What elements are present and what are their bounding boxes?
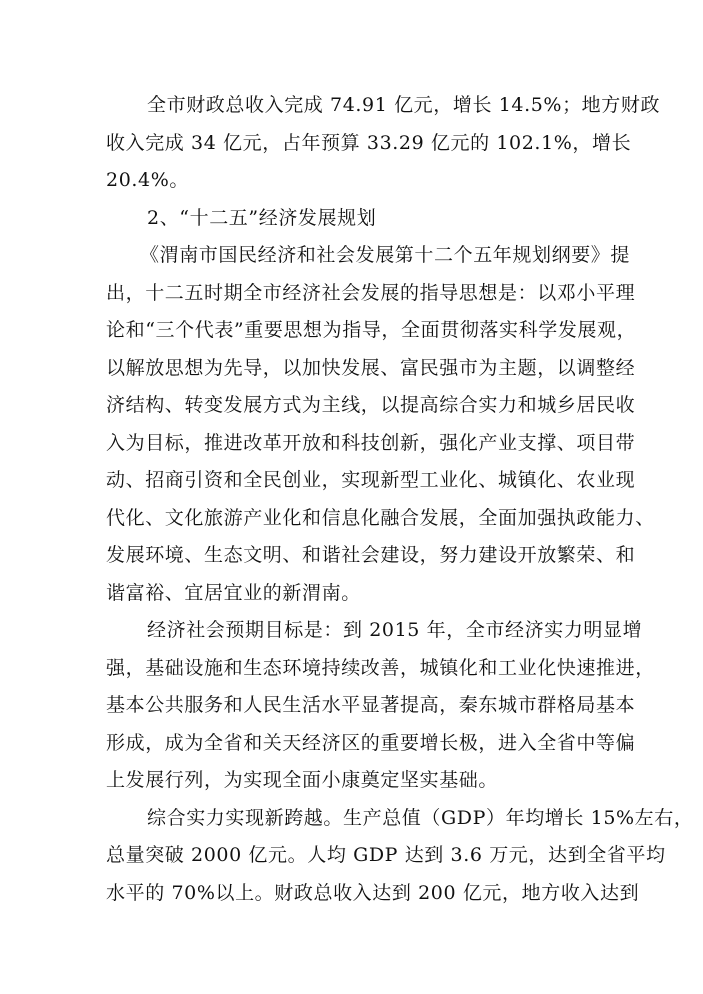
paragraph-line: 谐富裕、宜居宜业的新渭南。 xyxy=(106,582,361,604)
paragraph-line-overall-strength: 综合实力实现新跨越。生产总值（GDP）年均增长 15%左右， xyxy=(147,807,694,829)
paragraph-line: 基本公共服务和人民生活水平显著提高，秦东城市群格局基本 xyxy=(106,694,636,716)
paragraph-line-plan-outline: 《渭南市国民经济和社会发展第十二个五年规划纲要》提 xyxy=(140,244,631,266)
paragraph-line: 收入完成 34 亿元，占年预算 33.29 亿元的 102.1%，增长 xyxy=(106,132,632,154)
paragraph-line: 代化、文化旅游产业化和信息化融合发展，全面加强执政能力、 xyxy=(106,507,655,529)
section-heading-plan: 2、“十二五”经济发展规划 xyxy=(147,207,377,229)
paragraph-line: 论和“三个代表”重要思想为指导，全面贯彻落实科学发展观， xyxy=(106,319,637,341)
paragraph-line: 发展环境、生态文明、和谐社会建设，努力建设开放繁荣、和 xyxy=(106,544,636,566)
paragraph-line: 出，十二五时期全市经济社会发展的指导思想是：以邓小平理 xyxy=(106,282,636,304)
paragraph-line: 上发展行列，为实现全面小康奠定坚实基础。 xyxy=(106,769,499,791)
paragraph-line: 入为目标，推进改革开放和科技创新，强化产业支撑、项目带 xyxy=(106,432,636,454)
paragraph-line: 以解放思想为先导，以加快发展、富民强市为主题，以调整经 xyxy=(106,357,636,379)
paragraph-line: 总量突破 2000 亿元。人均 GDP 达到 3.6 万元，达到全省平均 xyxy=(106,844,666,866)
paragraph-line-fiscal-revenue: 全市财政总收入完成 74.91 亿元，增长 14.5%；地方财政 xyxy=(147,94,661,116)
paragraph-line: 水平的 70%以上。财政总收入达到 200 亿元，地方收入达到 xyxy=(106,882,640,904)
paragraph-line: 形成，成为全省和关天经济区的重要增长极，进入全省中等偏 xyxy=(106,732,636,754)
paragraph-line: 20.4%。 xyxy=(106,169,189,191)
paragraph-line-expected-goals: 经济社会预期目标是：到 2015 年，全市经济实力明显增 xyxy=(147,619,643,641)
paragraph-line: 动、招商引资和全民创业，实现新型工业化、城镇化、农业现 xyxy=(106,469,636,491)
paragraph-line: 济结构、转变发展方式为主线，以提高综合实力和城乡居民收 xyxy=(106,394,636,416)
paragraph-line: 强，基础设施和生态环境持续改善，城镇化和工业化快速推进， xyxy=(106,657,655,679)
